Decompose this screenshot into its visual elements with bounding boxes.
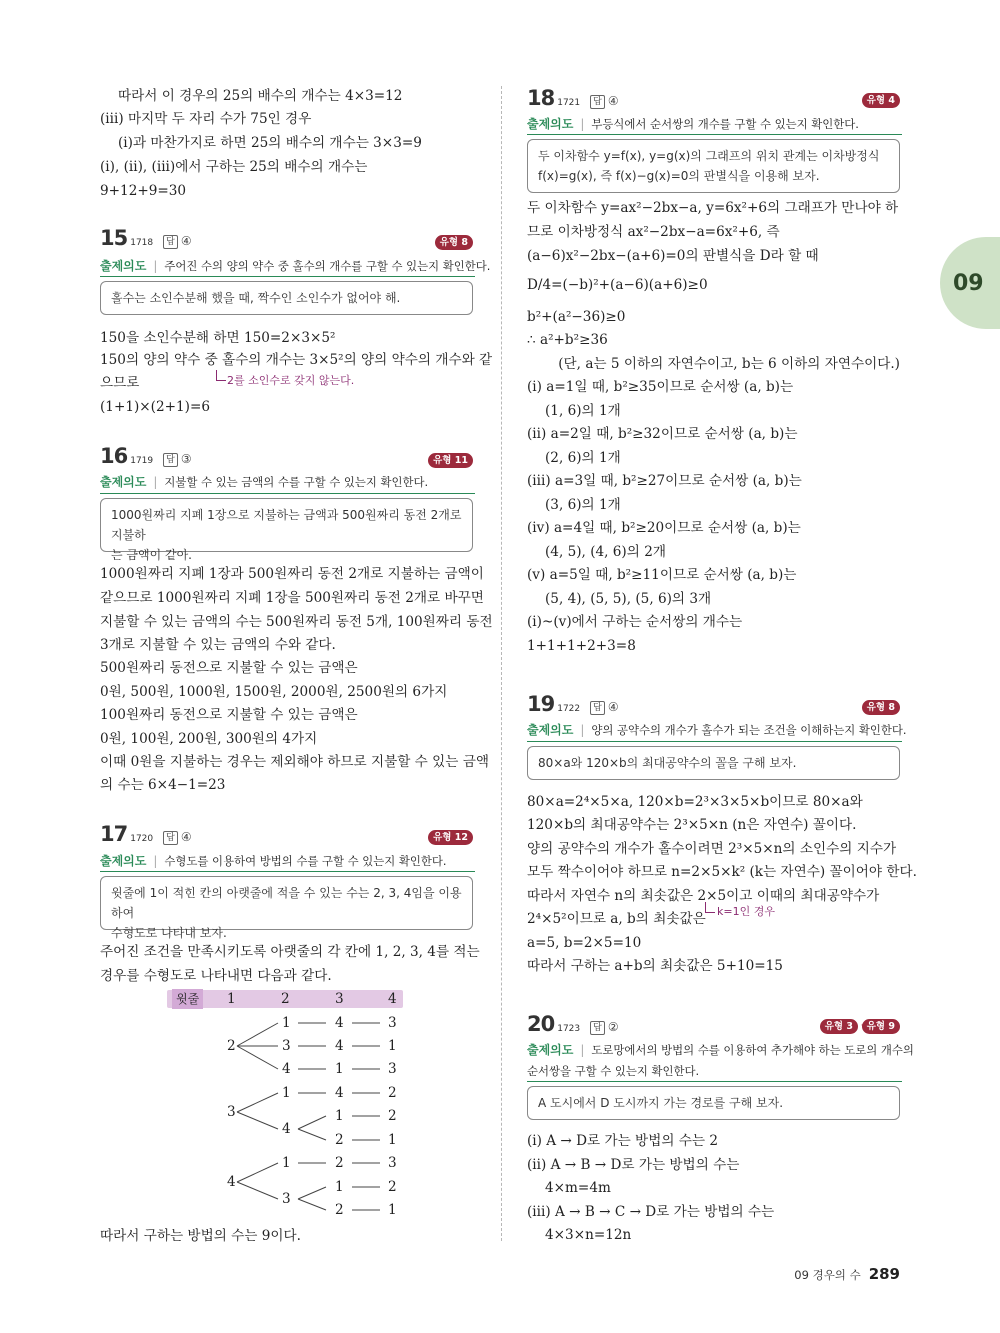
- intent-label: 출제의도: [100, 259, 147, 273]
- intent-underline: [527, 741, 902, 742]
- intent-row: 출제의도 | 주어진 수의 양의 약수 중 홀수의 개수를 구할 수 있는지 확인한다.: [100, 259, 491, 273]
- intent-label: 출제의도: [100, 475, 147, 489]
- text-line: 9+12+9=30: [100, 183, 187, 199]
- problem-18-header: [527, 88, 619, 113]
- problem-answer: ②: [607, 1020, 619, 1034]
- text-line: (1+1)×(2+1)=6: [100, 399, 211, 415]
- problem-number: 17: [100, 822, 128, 846]
- tree-node: 4: [335, 1015, 344, 1031]
- hint-line: 는 금액이 같아.: [111, 548, 192, 562]
- tree-node: 3: [388, 1015, 397, 1031]
- text-line: (ii) A → B → D로 가는 방법의 수는: [527, 1157, 740, 1173]
- text-line: 1+1+1+2+3=8: [527, 638, 636, 654]
- hint-line: 수형도로 나타내 보자.: [111, 926, 227, 940]
- tree-node: 3: [282, 1191, 291, 1207]
- type-badge: 유형 8: [862, 700, 900, 715]
- text-line: 지불할 수 있는 금액의 수는 500원짜리 동전 5개, 100원짜리 동전: [100, 614, 493, 630]
- problem-id: 1719: [130, 456, 154, 466]
- problem-20-header: [527, 1014, 619, 1039]
- answer-icon: 답: [590, 1021, 605, 1035]
- page-number: 289: [868, 1265, 900, 1283]
- text-line: (i)과 마찬가지로 하면 25의 배수의 개수는 3×3=9: [118, 135, 422, 151]
- text-line: 두 이차함수 y=ax²−2bx−a, y=6x²+6의 그래프가 만나야 하: [527, 200, 899, 216]
- hint-line: 윗줄에 1이 적힌 칸의 아랫줄에 적을 수 있는 수는 2, 3, 4임을 이용하여: [111, 886, 462, 920]
- tree-node: 2: [388, 1179, 397, 1195]
- hint-line: f(x)=g(x), 즉 f(x)−g(x)=0의 판별식을 이용해 보자.: [538, 169, 820, 183]
- note-pointer: [705, 902, 715, 913]
- answer-icon: 답: [590, 701, 605, 715]
- text-line: 양의 공약수의 개수가 홀수이려면 2³×5×n의 소인수의 지수가: [527, 841, 897, 857]
- text-line: 1000원짜리 지폐 1장과 500원짜리 동전 2개로 지불하는 금액이: [100, 566, 484, 582]
- tree-node: 4: [282, 1121, 291, 1137]
- text-line: (i) A → D로 가는 방법의 수는 2: [527, 1133, 719, 1149]
- text-line: 같으므로 1000원짜리 지폐 1장을 500원짜리 동전 2개로 바꾸면: [100, 590, 484, 606]
- side-note: 2를 소인수로 갖지 않는다.: [227, 374, 355, 387]
- tree-node: 1: [282, 1155, 291, 1171]
- tree-node: 2: [227, 1038, 236, 1054]
- text-line: (ii) a=2일 때, b²≥32이므로 순서쌍 (a, b)는: [527, 426, 798, 442]
- tree-node: 3: [388, 1155, 397, 1171]
- tree-node: 4: [335, 1085, 344, 1101]
- type-badge: 유형 11: [428, 453, 473, 468]
- hint-line: 1000원짜리 지폐 1장으로 지불하는 금액과 500원짜리 동전 2개로 지불하: [111, 508, 462, 542]
- answer-icon: 답: [590, 95, 605, 109]
- tree-node: 1: [282, 1085, 291, 1101]
- problem-19-header: [527, 694, 619, 719]
- text-line: 2⁴×5²이므로 a, b의 최솟값은: [527, 911, 706, 927]
- tree-node: 3: [282, 1038, 291, 1054]
- intent-text-continued: 순서쌍을 구할 수 있는지 확인한다.: [527, 1064, 700, 1078]
- tree-node: 1: [335, 1061, 344, 1077]
- text-line: 이때 0원을 지불하는 경우는 제외해야 하므로 지불할 수 있는 금액: [100, 754, 489, 770]
- tree-header-cell: 2: [281, 991, 290, 1007]
- problem-id: 1720: [130, 834, 154, 844]
- tree-node: 2: [335, 1132, 344, 1148]
- text-line: (i)~(v)에서 구하는 순서쌍의 개수는: [527, 614, 743, 630]
- text-line: (iii) A → B → C → D로 가는 방법의 수는: [527, 1204, 775, 1220]
- text-line: 으므로: [100, 375, 140, 391]
- intent-row: 출제의도 | 지불할 수 있는 금액의 수를 구할 수 있는지 확인한다.: [100, 475, 429, 489]
- tree-node: 2: [335, 1202, 344, 1218]
- text-line: (4, 5), (4, 6)의 2개: [545, 544, 666, 560]
- text-line: (iv) a=4일 때, b²≥20이므로 순서쌍 (a, b)는: [527, 520, 801, 536]
- tree-node: 2: [335, 1155, 344, 1171]
- answer-icon: 답: [163, 831, 178, 845]
- text-line: D/4=(−b)²+(a−6)(a+6)≥0: [527, 277, 708, 293]
- answer-icon: 답: [163, 453, 178, 467]
- problem-answer: ④: [607, 94, 619, 108]
- text-line: 4×m=4m: [545, 1180, 611, 1196]
- tree-node: 3: [227, 1104, 236, 1120]
- problem-id: 1721: [557, 98, 581, 108]
- intent-label: 출제의도: [527, 117, 574, 131]
- text-line: 따라서 자연수 n의 최솟값은 2×5이고 이때의 최대공약수가: [527, 888, 880, 904]
- type-badge: 유형 3: [820, 1019, 858, 1034]
- text-line: 따라서 이 경우의 25의 배수의 개수는 4×3=12: [118, 88, 403, 104]
- intent-text: 지불할 수 있는 금액의 수를 구할 수 있는지 확인한다.: [164, 475, 429, 489]
- intent-text: 수형도를 이용하여 방법의 수를 구할 수 있는지 확인한다.: [164, 854, 447, 868]
- hint-box: [527, 139, 900, 193]
- text-line: 주어진 조건을 만족시키도록 아랫줄의 각 칸에 1, 2, 3, 4를 적는: [100, 944, 480, 960]
- footer-chapter: 09 경우의 수: [794, 1268, 861, 1282]
- problem-answer: ④: [607, 700, 619, 714]
- text-line: 따라서 구하는 a+b의 최솟값은 5+10=15: [527, 958, 783, 974]
- hint-box: 80×a와 120×b의 최대공약수의 꼴을 구해 보자.: [527, 746, 900, 780]
- intent-row: 출제의도 | 수형도를 이용하여 방법의 수를 구할 수 있는지 확인한다.: [100, 854, 447, 868]
- text-line: 120×b의 최대공약수는 2³×5×n (n은 자연수) 꼴이다.: [527, 817, 857, 833]
- text-line: (iii) a=3일 때, b²≥27이므로 순서쌍 (a, b)는: [527, 473, 802, 489]
- tree-node: 3: [388, 1061, 397, 1077]
- intent-label: 출제의도: [527, 1043, 574, 1057]
- problem-answer: ③: [180, 452, 192, 466]
- problem-number: 19: [527, 692, 555, 716]
- intent-underline: [527, 134, 902, 135]
- problem-answer: ④: [180, 830, 192, 844]
- problem-number: 20: [527, 1012, 555, 1036]
- text-line: (i) a=1일 때, b²≥35이므로 순서쌍 (a, b)는: [527, 379, 794, 395]
- text-line: 3개로 지불할 수 있는 금액의 수와 같다.: [100, 637, 336, 653]
- problem-id: 1722: [557, 704, 581, 714]
- text-line: b²+(a²−36)≥0: [527, 309, 626, 325]
- side-note: k=1인 경우: [717, 905, 775, 918]
- text-line: 4×3×n=12n: [545, 1227, 632, 1243]
- text-line: (3, 6)의 1개: [545, 497, 621, 513]
- answer-icon: 답: [163, 235, 178, 249]
- intent-text: 양의 공약수의 개수가 홀수가 되는 조건을 이해하는지 확인한다.: [591, 723, 907, 737]
- text-line: (5, 4), (5, 5), (5, 6)의 3개: [545, 591, 712, 607]
- intent-text: 부등식에서 순서쌍의 개수를 구할 수 있는지 확인한다.: [591, 117, 859, 131]
- text-line: 150의 양의 약수 중 홀수의 개수는 3×5²의 양의 약수의 개수와 같: [100, 352, 493, 368]
- tree-node: 2: [388, 1108, 397, 1124]
- type-badge: 유형 4: [862, 93, 900, 108]
- text-line: (a−6)x²−2bx−(a+6)=0의 판별식을 D라 할 때: [527, 248, 819, 264]
- chapter-side-tab-number: 09: [953, 271, 984, 296]
- tree-node: 1: [388, 1038, 397, 1054]
- text-line: 모두 짝수이어야 하므로 n=2×5×k² (k는 자연수) 꼴이어야 한다.: [527, 864, 917, 880]
- text-line: 80×a=2⁴×5×a, 120×b=2³×3×5×b이므로 80×a와: [527, 794, 863, 810]
- text-line: (2, 6)의 1개: [545, 450, 621, 466]
- tree-header-cell: 1: [227, 991, 236, 1007]
- intent-row: 출제의도 | 양의 공약수의 개수가 홀수가 되는 조건을 이해하는지 확인한다.: [527, 723, 907, 737]
- tree-node: 1: [388, 1132, 397, 1148]
- text-line: 므로 이차방정식 ax²−2bx−a=6x²+6, 즉: [527, 224, 780, 240]
- text-line: ∴ a²+b²≥36: [527, 332, 608, 348]
- tree-node: 1: [335, 1179, 344, 1195]
- problem-id: 1723: [557, 1024, 581, 1034]
- problem-id: 1718: [130, 238, 154, 248]
- tree-header-cell: 4: [388, 991, 397, 1007]
- column-divider: [501, 86, 502, 1241]
- tree-node: 1: [388, 1202, 397, 1218]
- problem-number: 18: [527, 86, 555, 110]
- text-line: (iii) 마지막 두 자리 수가 75인 경우: [100, 111, 312, 127]
- text-line: 0원, 500원, 1000원, 1500원, 2000원, 2500원의 6가지: [100, 684, 448, 700]
- problem-number: 16: [100, 444, 128, 468]
- text-line: (v) a=5일 때, b²≥11이므로 순서쌍 (a, b)는: [527, 567, 797, 583]
- hint-box: A 도시에서 D 도시까지 가는 경로를 구해 보자.: [527, 1086, 900, 1120]
- intent-label: 출제의도: [527, 723, 574, 737]
- text-line: 150을 소인수분해 하면 150=2×3×5²: [100, 330, 336, 346]
- tree-node: 4: [282, 1061, 291, 1077]
- page-footer: [794, 1265, 900, 1283]
- text-line: (단, a는 5 이하의 자연수이고, b는 6 이하의 자연수이다.): [558, 356, 900, 372]
- tree-node: 4: [227, 1174, 236, 1190]
- tree-node: 1: [282, 1015, 291, 1031]
- text-line: 의 수는 6×4−1=23: [100, 777, 226, 793]
- tree-node: 1: [335, 1108, 344, 1124]
- intent-underline: [527, 1081, 902, 1082]
- tree-header-cell: 3: [335, 991, 344, 1007]
- tree-header-label: 윗줄: [172, 989, 203, 1009]
- text-line: 100원짜리 동전으로 지불할 수 있는 금액은: [100, 707, 358, 723]
- text-line: (1, 6)의 1개: [545, 403, 621, 419]
- intent-row: 출제의도 | 부등식에서 순서쌍의 개수를 구할 수 있는지 확인한다.: [527, 117, 859, 131]
- intent-text: 주어진 수의 양의 약수 중 홀수의 개수를 구할 수 있는지 확인한다.: [164, 259, 491, 273]
- hint-line: 두 이차함수 y=f(x), y=g(x)의 그래프의 위치 관계는 이차방정식: [538, 149, 880, 163]
- type-badge: 유형 12: [428, 830, 473, 845]
- tree-node: 4: [335, 1038, 344, 1054]
- intent-row: 출제의도 | 도로망에서의 방법의 수를 이용하여 추가해야 하는 도로의 개수의: [527, 1043, 914, 1057]
- text-line: a=5, b=2×5=10: [527, 935, 642, 951]
- problem-answer: ④: [180, 234, 192, 248]
- text-line: (i), (ii), (iii)에서 구하는 25의 배수의 개수는: [100, 159, 368, 175]
- type-badge: 유형 8: [435, 235, 473, 250]
- intent-text: 도로망에서의 방법의 수를 이용하여 추가해야 하는 도로의 개수의: [591, 1043, 914, 1057]
- problem-number: 15: [100, 226, 128, 250]
- intent-label: 출제의도: [100, 854, 147, 868]
- conclusion-line: 따라서 구하는 방법의 수는 9이다.: [100, 1228, 301, 1244]
- text-line: 0원, 100원, 200원, 300원의 4가지: [100, 731, 318, 747]
- hint-box: 홀수는 소인수분해 했을 때, 짝수인 소인수가 없어야 해.: [100, 281, 473, 315]
- type-badge: 유형 9: [862, 1019, 900, 1034]
- tree-node: 2: [388, 1085, 397, 1101]
- text-line: 500원짜리 동전으로 지불할 수 있는 금액은: [100, 660, 358, 676]
- text-line: 경우를 수형도로 나타내면 다음과 같다.: [100, 968, 332, 984]
